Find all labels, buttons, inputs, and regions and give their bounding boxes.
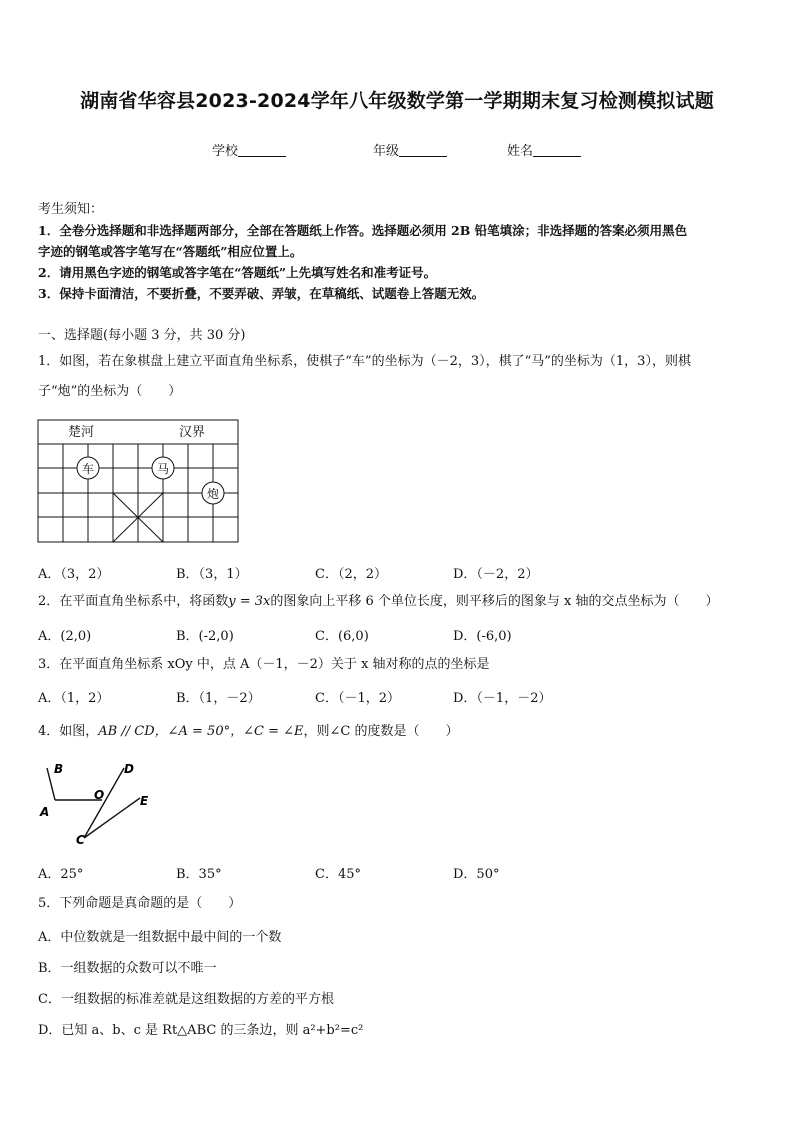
q5-option-b: B．一组数据的众数可以不唯一 bbox=[38, 961, 217, 976]
q4-text bbox=[38, 722, 458, 742]
q5-option-a: A．中位数就是一组数据中最中间的一个数 bbox=[38, 930, 282, 945]
q1-text-line2: 子“炮”的坐标为（ ） bbox=[38, 384, 182, 399]
piece-pao-label: 炮 bbox=[206, 487, 220, 501]
q4-option-c: C．45° bbox=[315, 867, 361, 882]
q5-option-c: C．一组数据的标准差就是这组数据的方差的平方根 bbox=[38, 992, 334, 1007]
q4-option-b: B．35° bbox=[176, 867, 222, 882]
q2-option-c: C．(6,0) bbox=[315, 629, 369, 644]
grade-blank bbox=[399, 144, 447, 157]
name-label: 姓名 bbox=[507, 144, 534, 159]
label-a: A bbox=[40, 805, 50, 819]
q1-option-c: C．（2，2） bbox=[315, 567, 387, 582]
q4-text-post: ，则∠C 的度数是（ ） bbox=[303, 724, 459, 739]
q4-option-a: A．25° bbox=[38, 867, 84, 882]
river-right-label: 汉界 bbox=[179, 425, 206, 440]
notice-item-1-cont: 字迹的钢笔或答字笔写在“答题纸”相应位置上。 bbox=[38, 244, 303, 259]
school-field bbox=[212, 140, 286, 159]
q2-option-b: B．(-2,0) bbox=[176, 629, 234, 644]
segment-ce bbox=[84, 798, 140, 838]
q2-option-a: A．(2,0) bbox=[38, 629, 92, 644]
piece-ma-label: 马 bbox=[156, 462, 170, 476]
q1-option-d: D．（－2，2） bbox=[453, 567, 539, 582]
notice-item-1: 1．全卷分选择题和非选择题两部分，全部在答题纸上作答。选择题必须用 2B 铅笔填涂；非选择题的答案必须用黑色 bbox=[38, 223, 688, 238]
q2-option-d: D．(-6,0) bbox=[453, 629, 512, 644]
label-o: O bbox=[94, 788, 105, 802]
q2-function: y = 3x bbox=[228, 594, 271, 609]
q3-option-c: C．（－1，2） bbox=[315, 691, 400, 706]
q1-option-b: B．（3，1） bbox=[176, 567, 248, 582]
notice-item-3: 3．保持卡面清洁，不要折叠，不要弄破、弄皱，在草稿纸、试题卷上答题无效。 bbox=[38, 286, 485, 301]
school-label: 学校 bbox=[212, 144, 239, 159]
q3-text: 3．在平面直角坐标系 xOy 中，点 A（－1，－2）关于 x 轴对称的点的坐标是 bbox=[38, 657, 490, 672]
grade-label: 年级 bbox=[373, 144, 400, 159]
school-blank bbox=[238, 144, 286, 157]
name-blank bbox=[533, 144, 581, 157]
q1-option-a: A．（3，2） bbox=[38, 567, 110, 582]
q1-text-line1: 1．如图，若在象棋盘上建立平面直角坐标系，使棋子“车”的坐标为（－2，3），棋了“马”的坐标为（1，3），则棋 bbox=[38, 354, 691, 369]
notice-heading: 考生须知： bbox=[38, 202, 104, 217]
piece-che-label: 车 bbox=[81, 462, 95, 476]
q3-option-a: A．（1，2） bbox=[38, 691, 110, 706]
name-field bbox=[507, 140, 581, 159]
q4-option-d: D．50° bbox=[453, 867, 500, 882]
piece-che bbox=[77, 457, 99, 479]
grade-field bbox=[373, 140, 447, 159]
q4-geometry-figure bbox=[36, 756, 166, 852]
q2-text bbox=[38, 592, 719, 612]
label-b: B bbox=[54, 762, 64, 776]
label-d: D bbox=[124, 762, 134, 776]
piece-pao bbox=[202, 482, 224, 504]
q4-text-pre: 4．如图， bbox=[38, 724, 99, 739]
chess-board-figure bbox=[36, 418, 242, 544]
q5-option-d: D．已知 a、b、c 是 Rt△ABC 的三条边，则 a²+b²=c² bbox=[38, 1023, 364, 1038]
notice-item-2: 2．请用黑色字迹的钢笔或答字笔在“答题纸”上先填写姓名和准考证号。 bbox=[38, 265, 437, 280]
piece-ma bbox=[152, 457, 174, 479]
label-e: E bbox=[140, 794, 149, 808]
q3-option-b: B．（1，－2） bbox=[176, 691, 261, 706]
river-left-label: 楚河 bbox=[68, 425, 95, 440]
section-heading: 一、选择题(每小题 3 分，共 30 分) bbox=[38, 328, 246, 343]
label-c: C bbox=[76, 833, 85, 847]
page-title: 湖南省华容县2023-2024学年八年级数学第一学期期末复习检测模拟试题 bbox=[80, 90, 714, 112]
q2-text-pre: 2．在平面直角坐标系中，将函数 bbox=[38, 594, 229, 609]
q4-condition: AB // CD，∠A = 50°，∠C = ∠E bbox=[98, 724, 304, 739]
segment-dc bbox=[84, 768, 124, 838]
q2-text-post: 的图象向上平移 6 个单位长度，则平移后的图象与 x 轴的交点坐标为（ ） bbox=[270, 594, 719, 609]
q3-option-d: D．（－1，－2） bbox=[453, 691, 552, 706]
q5-text: 5．下列命题是真命题的是（ ） bbox=[38, 896, 242, 911]
